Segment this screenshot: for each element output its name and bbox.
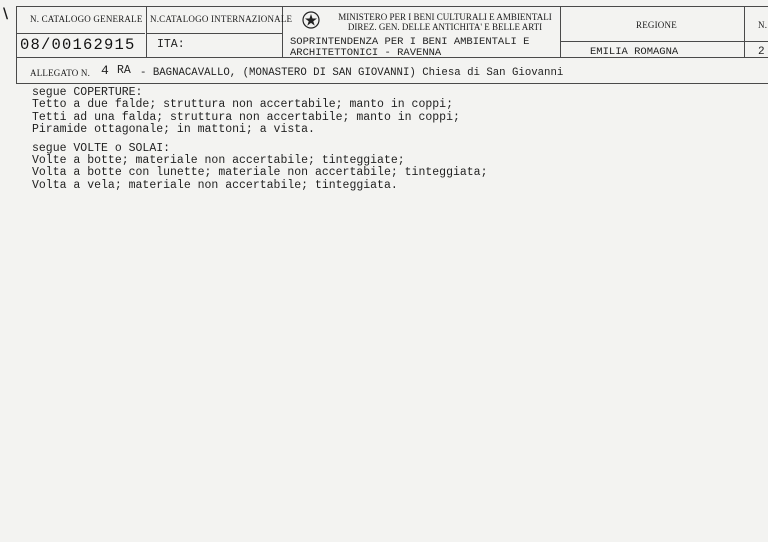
ministry-line-1: MINISTERO PER I BENI CULTURALI E AMBIENTALI — [338, 12, 552, 22]
col-divider-1 — [146, 6, 147, 57]
coperture-line: Piramide ottagonale; in mattoni; a vista. — [32, 123, 315, 137]
volte-line: Volta a botte con lunette; materiale non accertabile; tinteggiata; — [32, 166, 488, 180]
ministry-heading — [330, 12, 560, 32]
catalog-label-divider — [16, 33, 145, 34]
margin-mark: \ — [3, 6, 9, 22]
header-top-border — [16, 6, 768, 7]
ministry-line-2: DIREZ. GEN. DELLE ANTICHITA' E BELLE ARTI — [347, 22, 543, 32]
volte-line: Volte a botte; materiale non accertabile; tinteggiate; — [32, 154, 405, 168]
catalogo-generale-label: N. CATALOGO GENERALE — [30, 14, 143, 24]
regione-divider — [560, 41, 768, 42]
n-label: N. — [758, 20, 768, 30]
soprintendenza-line-2: ARCHITETTONICI - RAVENNA — [290, 47, 442, 59]
catalogo-generale-value: 08/00162915 — [20, 36, 136, 54]
col-divider-4 — [744, 6, 745, 57]
soprintendenza-line-1: SOPRINTENDENZA PER I BENI AMBIENTALI E — [290, 36, 530, 48]
catalogo-internazionale-value: ITA: — [157, 38, 185, 51]
allegato-code: RA — [117, 64, 131, 77]
document-body — [32, 87, 487, 192]
volte-line: Volta a vela; materiale non accertabile; tinteggiata. — [32, 178, 398, 192]
coperture-line: Tetti ad una falda; struttura non accertabile; manto in coppi; — [32, 110, 460, 124]
n-value: 2 — [758, 46, 765, 58]
intl-label-divider — [146, 33, 282, 34]
header-left-border — [16, 6, 17, 83]
allegato-description: - BAGNACAVALLO, (MONASTERO DI SAN GIOVANNI) Chiesa di San Giovanni — [140, 67, 564, 79]
republic-emblem-icon — [301, 10, 321, 30]
regione-label: REGIONE — [636, 20, 677, 30]
volte-heading: segue VOLTE o SOLAI: — [32, 141, 171, 155]
header-bottom-border — [16, 83, 768, 84]
coperture-line: Tetto a due falde; struttura non accertabile; manto in coppi; — [32, 98, 453, 112]
regione-value: EMILIA ROMAGNA — [590, 46, 679, 58]
catalogo-internazionale-label: N.CATALOGO INTERNAZIONALE — [150, 14, 293, 24]
coperture-heading: segue COPERTURE: — [32, 86, 143, 99]
col-divider-3 — [560, 6, 561, 57]
allegato-label: ALLEGATO N. — [30, 68, 91, 78]
allegato-number: 4 — [101, 63, 109, 78]
